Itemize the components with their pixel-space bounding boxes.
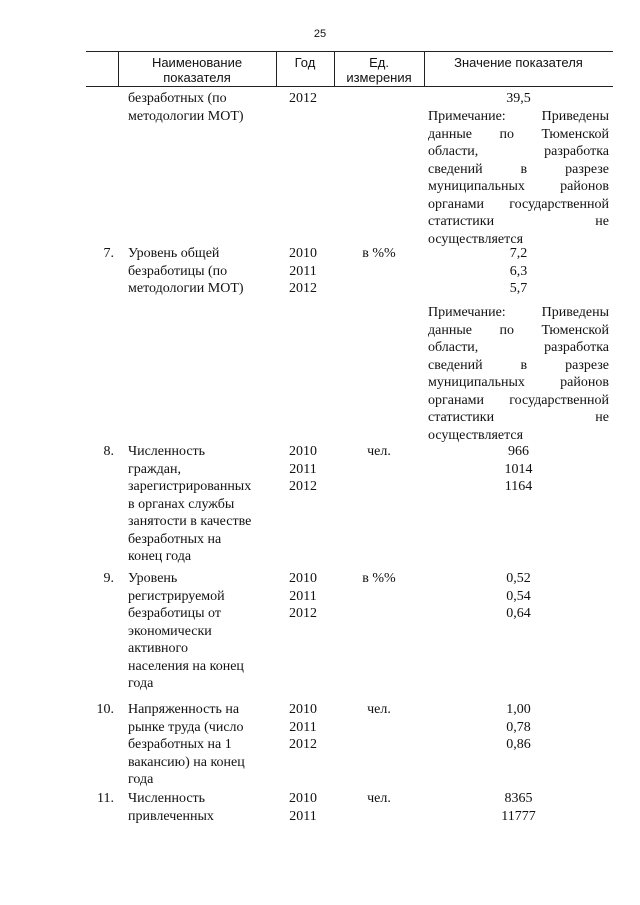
note-line: сведений в разрезе (428, 357, 609, 373)
row-number: 9. (103, 571, 114, 586)
year: 2010 (289, 702, 317, 717)
name-line: в органах службы (128, 496, 235, 512)
value: 11777 (501, 808, 536, 824)
year: 2012 (289, 737, 317, 752)
value: 0,54 (506, 588, 531, 604)
name-line: методологии МОТ) (128, 281, 244, 296)
header-unit-line: Ед. (369, 55, 389, 70)
header-value: Значение показателя (454, 55, 583, 70)
note-line: органами государственной (428, 392, 609, 408)
continuation-values (428, 90, 609, 108)
name-line: рынке труда (число (128, 719, 244, 735)
name-line: безработицы (по (128, 263, 228, 279)
name-line: безработицы от (128, 606, 221, 621)
row-number: 11. (97, 791, 114, 806)
year: 2010 (289, 246, 317, 261)
row-number: 8. (103, 444, 114, 459)
note-line: осуществляется (428, 231, 524, 247)
continuation-name (128, 90, 273, 125)
row-name (128, 570, 273, 693)
year: 2010 (289, 791, 317, 806)
year: 2011 (289, 461, 317, 477)
name-line: граждан, (128, 461, 181, 477)
value: 1164 (504, 479, 533, 494)
name-line: безработных на 1 (128, 737, 232, 752)
note-line: Примечание: Приведены (428, 109, 609, 124)
header-top-border (86, 51, 613, 52)
value: 1,00 (506, 702, 531, 717)
name-line: экономически (128, 623, 212, 639)
note-line: сведений в разрезе (428, 161, 609, 177)
header-unit (334, 55, 424, 85)
header-bottom-border (86, 86, 613, 87)
name-line: привлеченных (128, 808, 214, 824)
name-line: занятости в качестве (128, 514, 252, 529)
header-name-line: показателя (163, 70, 231, 85)
note-line: статистики не (428, 410, 609, 425)
value: 1014 (504, 461, 533, 477)
row-values (428, 570, 609, 623)
year: 2012 (289, 479, 317, 494)
note-line: муниципальных районов (428, 375, 609, 390)
year: 2011 (289, 588, 317, 604)
name-line: конец года (128, 549, 192, 564)
row-years (283, 570, 323, 623)
year: 2011 (289, 263, 317, 279)
name-line: Численность (128, 444, 206, 459)
value: 0,64 (506, 606, 531, 621)
row-unit: чел. (367, 702, 391, 717)
value: 966 (508, 444, 529, 459)
value: 39,5 (506, 91, 531, 106)
row-years (283, 245, 323, 298)
header-name (118, 55, 276, 85)
row-years (283, 790, 323, 825)
note-line: статистики не (428, 214, 609, 229)
year: 2012 (289, 281, 317, 296)
name-line: вакансию) на конец (128, 754, 245, 770)
name-line: безработных на (128, 531, 222, 547)
note-line: органами государственной (428, 196, 609, 212)
name-line: Уровень общей (128, 246, 220, 261)
row-name (128, 245, 273, 298)
row-number: 10. (96, 702, 114, 717)
row-values (428, 790, 609, 825)
note-line: Примечание: Приведены (428, 305, 609, 320)
year: 2012 (289, 606, 317, 621)
name-line: Напряженность на (128, 702, 240, 717)
header-name-line: Наименование (151, 55, 243, 70)
header-year: Год (294, 55, 316, 70)
row-years (283, 443, 323, 496)
name-line: года (128, 676, 154, 691)
row-name (128, 443, 273, 566)
note-line: данные по Тюменской (428, 126, 609, 142)
name-line: Уровень (128, 571, 178, 586)
year: 2011 (289, 808, 317, 824)
continuation-years (283, 90, 323, 108)
value: 0,86 (506, 737, 531, 752)
value: 0,52 (506, 571, 531, 586)
note-line: данные по Тюменской (428, 322, 609, 338)
row-name (128, 701, 273, 789)
name-line: населения на конец (128, 658, 244, 674)
name-line: активного (128, 641, 188, 656)
row-years (283, 701, 323, 754)
row-values (428, 701, 609, 754)
note-line: муниципальных районов (428, 179, 609, 194)
header-unit-line: измерения (346, 70, 412, 85)
year: 2010 (289, 571, 317, 586)
row-unit: чел. (367, 791, 391, 806)
name-line: Численность (128, 791, 206, 806)
continuation-note (428, 108, 609, 248)
year: 2012 (289, 91, 317, 106)
year: 2010 (289, 444, 317, 459)
row-unit: в %% (362, 246, 396, 261)
value: 6,3 (509, 263, 528, 279)
name-line: года (128, 772, 154, 787)
name-line: регистрируемой (128, 588, 225, 604)
page-number: 25 (313, 28, 327, 40)
value: 8365 (504, 791, 533, 806)
note-line: осуществляется (428, 427, 524, 443)
row-unit: в %% (362, 571, 396, 586)
value: 5,7 (509, 281, 528, 296)
year: 2011 (289, 719, 317, 735)
value: 7,2 (509, 246, 528, 261)
name-line: методологии МОТ) (128, 108, 244, 124)
name-line: зарегистрированных (128, 479, 252, 494)
note-line: области, разработка (428, 340, 609, 355)
row-name (128, 790, 273, 825)
note-line: области, разработка (428, 144, 609, 159)
row-unit: чел. (367, 444, 391, 459)
row-values (428, 245, 609, 298)
value: 0,78 (506, 719, 531, 735)
row-number: 7. (103, 246, 114, 261)
row-values (428, 443, 609, 496)
name-line: безработных (по (128, 91, 227, 106)
row-note (428, 304, 609, 444)
